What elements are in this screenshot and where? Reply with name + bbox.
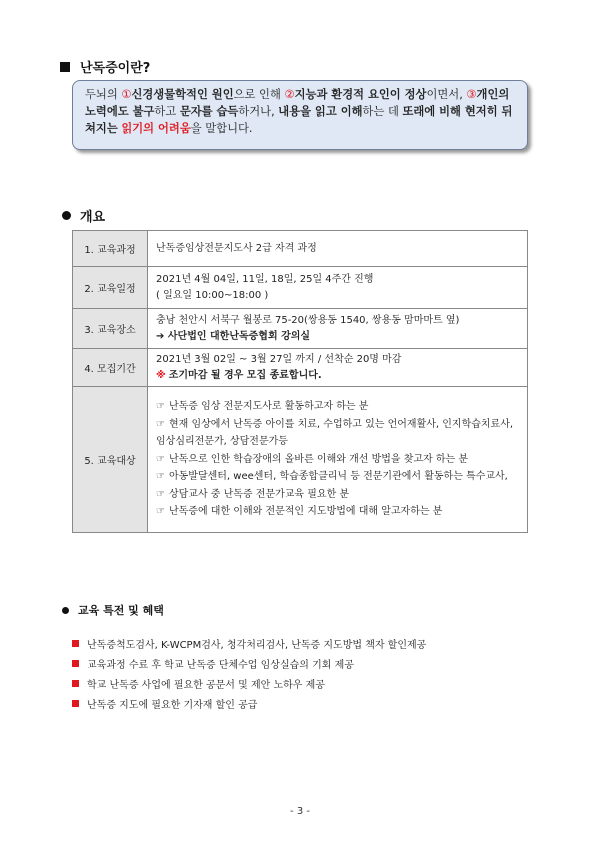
list-item — [72, 633, 426, 653]
def-text: 하거나, — [238, 105, 279, 118]
target-item — [156, 451, 519, 469]
def-text: 하고 — [154, 105, 180, 118]
def-num-3: ③ — [466, 88, 477, 101]
pointing-hand-icon: ☞ — [156, 418, 165, 430]
def-bold-6: 또래에 비해 현저히 뒤쳐지는 — [85, 105, 513, 135]
table-row — [73, 309, 528, 349]
arrow-right-icon: ➔ — [156, 330, 165, 342]
target-text: 난독으로 인한 학습장애의 올바른 이해와 개선 방법을 찾고자 하는 분 — [168, 453, 469, 465]
row-label: 1. 교육과정 — [73, 231, 148, 267]
def-bold-4: 문자를 습득 — [179, 105, 239, 118]
def-bold-3: 개인의 노력에도 불구 — [85, 88, 510, 118]
target-text: 아동발달센터, wee센터, 학습종합클리닉 등 전문기관에서 활동하는 특수교사, — [168, 471, 508, 483]
square-bullet-icon — [60, 62, 70, 72]
row-value — [148, 267, 528, 309]
venue-name: 사단법인 대한난독증협회 강의실 — [167, 330, 311, 342]
def-bold-2: 지능과 환경적 요인이 정상 — [294, 88, 427, 101]
benefit-text: 교육과정 수료 후 학교 난독증 단체수업 임상실습의 기회 제공 — [87, 659, 354, 671]
target-item — [156, 486, 519, 504]
target-item — [156, 468, 519, 486]
red-square-bullet-icon — [72, 660, 79, 667]
row-label: 2. 교육일정 — [73, 267, 148, 309]
benefits-list — [72, 633, 426, 713]
def-bold-5: 내용을 읽고 이해 — [278, 105, 363, 118]
pointing-hand-icon: ☞ — [156, 401, 165, 413]
row-value — [148, 349, 528, 387]
target-text: 난독증 임상 전문지도사로 활동하고자 하는 분 — [168, 401, 369, 413]
red-square-bullet-icon — [72, 680, 79, 687]
red-square-bullet-icon — [72, 640, 79, 647]
venue-line — [156, 329, 519, 345]
row-value — [148, 387, 528, 533]
target-text: 상담교사 중 난독증 전문가교육 필요한 분 — [168, 488, 350, 500]
red-square-bullet-icon — [72, 700, 79, 707]
benefit-text: 난독증 지도에 필요한 기자재 할인 공급 — [87, 699, 258, 711]
row-label: 5. 교육대상 — [73, 387, 148, 533]
target-item — [156, 398, 519, 416]
def-text: 두뇌의 — [85, 88, 122, 101]
row-value — [148, 231, 528, 267]
def-bold-1: 신경생물학적인 원인 — [131, 88, 234, 101]
target-text: 현재 임상에서 난독증 아이를 치료, 수업하고 있는 언어재활사, 인지학습치료사, 임상심리전문가, 상담전문가등 — [156, 418, 514, 448]
overview-heading — [62, 206, 105, 225]
circle-bullet-icon — [62, 211, 71, 220]
definition-box — [72, 80, 528, 150]
row-value — [148, 309, 528, 349]
circle-bullet-icon — [62, 607, 69, 614]
overview-table — [72, 230, 528, 533]
pointing-hand-icon: ☞ — [156, 506, 165, 518]
pointing-hand-icon: ☞ — [156, 471, 165, 483]
def-text: 으로 인해 — [233, 88, 285, 101]
benefits-title: 교육 특전 및 혜택 — [78, 604, 164, 617]
list-item — [72, 673, 426, 693]
def-num-2: ② — [284, 88, 295, 101]
schedule-time: ( 일요일 10:00~18:00 ) — [156, 289, 269, 301]
recruit-period: 2021년 3월 02일 ~ 3월 27일 까지 / 선착순 20명 마감 — [156, 353, 402, 365]
table-row — [73, 387, 528, 533]
table-row — [73, 267, 528, 309]
def-text: 이면서, — [426, 88, 467, 101]
table-row — [73, 231, 528, 267]
overview-title: 개요 — [80, 210, 106, 225]
def-text: 을 말합니다. — [190, 122, 253, 135]
venue-address: 충남 천안시 서북구 월봉로 75-20(쌍용동 1540, 쌍용동 맘마마트 옆) — [156, 314, 460, 326]
target-item — [156, 416, 519, 451]
reference-mark-icon: ※ — [156, 369, 166, 381]
definition-heading — [60, 57, 150, 76]
definition-title: 난독증이란? — [80, 61, 151, 76]
recruit-note: 조기마감 될 경우 모집 종료합니다. — [168, 369, 322, 381]
def-num-1: ① — [121, 88, 132, 101]
pointing-hand-icon: ☞ — [156, 453, 165, 465]
page-number: - 3 - — [290, 806, 310, 817]
def-red-highlight: 읽기의 어려움 — [121, 122, 191, 135]
pointing-hand-icon: ☞ — [156, 488, 165, 500]
row-label: 4. 모집기간 — [73, 349, 148, 387]
benefit-text: 학교 난독증 사업에 필요한 공문서 및 제안 노하우 제공 — [87, 679, 325, 691]
schedule-dates: 2021년 4월 04일, 11일, 18일, 25일 4주간 진행 — [156, 273, 374, 285]
target-text: 난독증에 대한 이해와 전문적인 지도방법에 대해 알고자하는 분 — [168, 506, 443, 518]
table-row — [73, 349, 528, 387]
row-label: 3. 교육장소 — [73, 309, 148, 349]
target-item — [156, 503, 519, 521]
def-text: 하는 데 — [362, 105, 403, 118]
list-item — [72, 693, 426, 713]
benefit-text: 난독증척도검사, K-WCPM검사, 청각처리검사, 난독증 지도방법 책자 할인제공 — [87, 639, 427, 651]
course-name: 난독증임상전문지도사 2급 자격 과정 — [156, 242, 317, 254]
list-item — [72, 653, 426, 673]
recruit-note-line — [156, 368, 519, 384]
benefits-heading — [62, 602, 164, 618]
